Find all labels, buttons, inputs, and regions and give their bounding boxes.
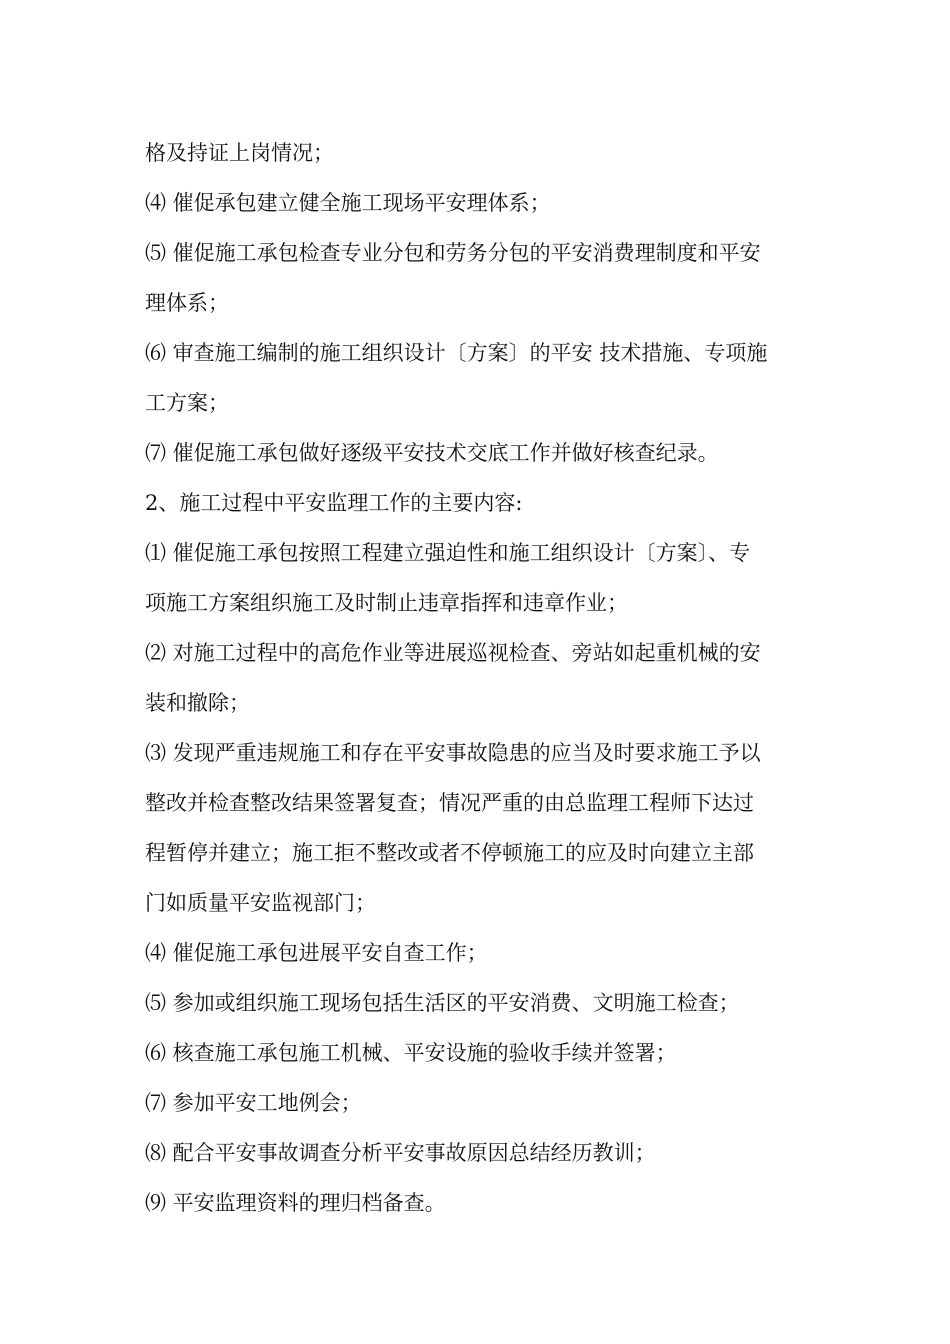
text-line: ⑷ 催促承包建立健全施工现场平安理体系； — [145, 191, 551, 215]
text-line: ⑴ 催促施工承包按照工程建立强迫性和施工组织设计〔方案〕、专 — [145, 541, 751, 565]
text-line: ⑹ 审查施工编制的施工组织设计〔方案〕的平安 技术措施、专项施 — [145, 341, 768, 365]
text-line: 格及持证上岗情况； — [145, 141, 334, 165]
text-line: 门如质量平安监视部门； — [145, 891, 376, 915]
text-line: ⑺ 参加平安工地例会； — [145, 1091, 362, 1115]
text-line: 工方案； — [145, 391, 229, 415]
section-heading: 2、施工过程中平安监理工作的主要内容: — [145, 491, 523, 515]
text-line: 理体系； — [145, 291, 229, 315]
text-line: ⑶ 发现严重违规施工和存在平安事故隐患的应当及时要求施工予以 — [145, 741, 761, 765]
text-line: ⑺ 催促施工承包做好逐级平安技术交底工作并做好核查纪录。 — [145, 441, 719, 465]
text-line: ⑻ 配合平安事故调查分析平安事故原因总结经历教训； — [145, 1141, 656, 1165]
text-line: ⑸ 催促施工承包检查专业分包和劳务分包的平安消费理制度和平安 — [145, 241, 761, 265]
text-line: 装和撤除； — [145, 691, 250, 715]
document-body — [145, 128, 810, 1228]
text-line: ⑸ 参加或组织施工现场包括生活区的平安消费、文明施工检查； — [145, 991, 740, 1015]
text-line: ⑵ 对施工过程中的高危作业等进展巡视检查、旁站如起重机械的安 — [145, 641, 761, 665]
text-line: ⑹ 核查施工承包施工机械、平安设施的验收手续并签署； — [145, 1041, 677, 1065]
text-line: 程暂停并建立；施工拒不整改或者不停顿施工的应及时向建立主部 — [145, 841, 754, 865]
text-line: ⑷ 催促施工承包进展平安自查工作； — [145, 941, 488, 965]
text-line: 整改并检查整改结果签署复查；情况严重的由总监理工程师下达过 — [145, 791, 754, 815]
text-line: 项施工方案组织施工及时制止违章指挥和违章作业； — [145, 591, 628, 615]
text-line: ⑼ 平安监理资料的理归档备查。 — [145, 1191, 446, 1215]
